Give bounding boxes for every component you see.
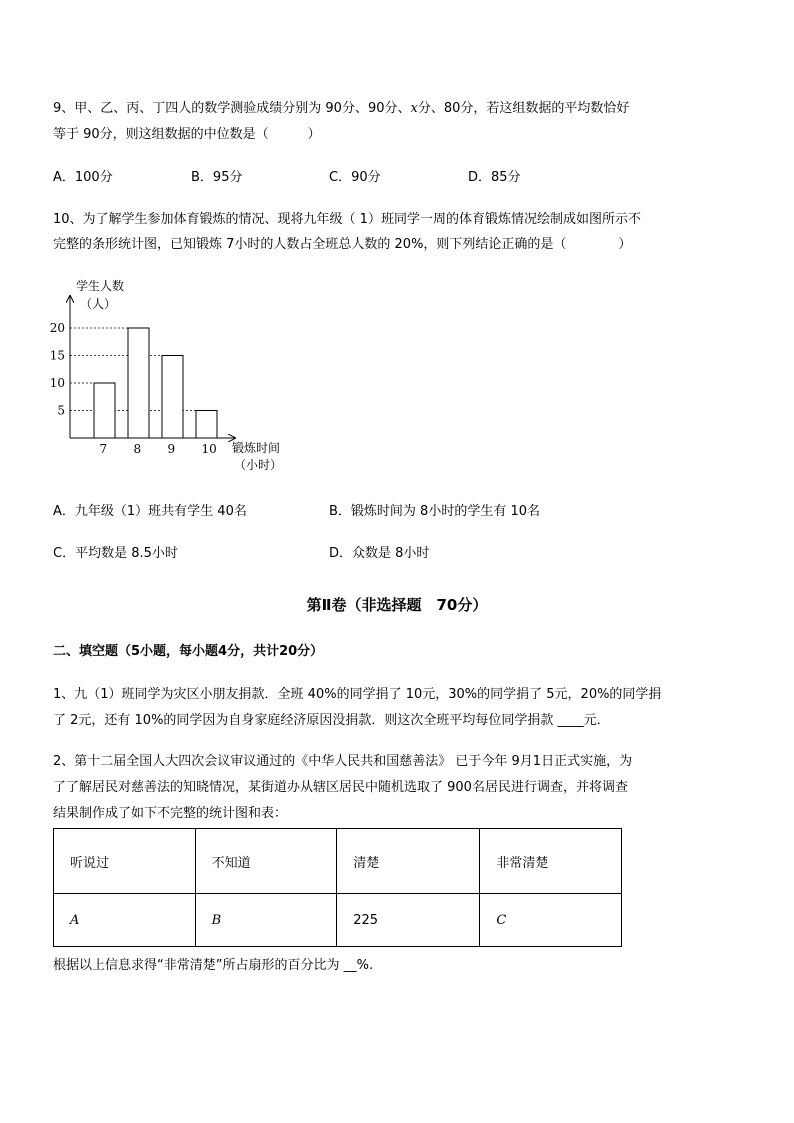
table-cell: A [54,894,196,947]
q9-option-c: C．90分 [329,170,381,185]
q10-option-b: B．锻炼时间为 8小时的学生有 10名 [329,504,540,519]
bar-10 [196,411,217,439]
x-axis-unit: （小时） [234,458,283,472]
table-row [54,894,622,947]
table-cell: C [480,894,622,947]
bar-chart [50,276,300,476]
f2-line1: 2、第十二届全国人大四次会议审议通过的《中华人民共和国慈善法》 已于今年 9月1日正式实施，为 [53,754,633,769]
f1-line2: 了 2元，还有 10%的同学因为自身家庭经济原因没捐款．则这次全班平均每位同学捐款 ____元． [53,713,610,728]
q10-option-c: C．平均数是 8.5小时 [53,546,178,561]
survey-table [53,828,622,947]
q10-line2: 完整的条形统计图，已知锻炼 7小时的人数占全班总人数的 20%，则下列结论正确的是（ ） [53,237,632,252]
x-axis-label: 锻炼时间 [232,441,281,455]
q9-option-a: A．100分 [53,170,113,185]
q10-line1: 10、为了解学生参加体育锻炼的情况、现将九年级（ 1）班同学一周的体育锻炼情况绘制成如图所示不 [53,212,641,227]
variable-x: x [410,101,418,116]
q9-line2: 等于 90分，则这组数据的中位数是（ ） [53,127,321,142]
y-axis-label: 学生人数 [76,279,125,293]
y-axis-unit: （人） [80,297,117,311]
table-header-row [54,829,622,894]
table-cell: 225 [337,894,480,947]
x-tick-label: 7 [99,442,108,456]
y-tick-label: 10 [50,376,65,390]
table-header-cell: 非常清楚 [480,829,622,894]
section-heading: 二、填空题（5小题，每小题4分，共计20分） [53,644,324,659]
x-tick-label: 8 [133,442,142,456]
q10-option-d: D．众数是 8小时 [329,546,430,561]
table-header-cell: 听说过 [54,829,196,894]
q9-option-b: B．95分 [191,170,243,185]
q10-option-a: A．九年级（1）班共有学生 40名 [53,504,247,519]
table-cell: B [195,894,337,947]
f2-line2: 了了解居民对慈善法的知晓情况，某街道办从辖区居民中随机选取了 900名居民进行调查，并将调查 [53,780,628,795]
q9-line1: 9、甲、乙、丙、丁四人的数学测验成绩分别为 90分、90分、x分、80分，若这组数据的平均数恰好 [53,101,630,116]
table-header-cell: 不知道 [195,829,337,894]
table-header-cell: 清楚 [337,829,480,894]
section-title: 第Ⅱ卷（非选择题 70分） [306,596,488,614]
y-tick-label: 15 [50,348,65,363]
x-tick-label: 9 [167,442,176,456]
bar-9 [162,356,183,439]
bar-7 [94,383,115,438]
f1-line1: 1、九（1）班同学为灾区小朋友捐款．全班 40%的同学捐了 10元，30%的同学捐了 5元，20%的同学捐 [53,687,662,702]
f2-conclusion: 根据以上信息求得“非常清楚”所占扇形的百分比为 __%. [53,958,374,973]
q9-option-d: D．85分 [468,170,521,185]
f2-line3: 结果制作成了如下不完整的统计图和表： [53,806,288,821]
x-tick-label: 10 [201,442,217,456]
y-tick-label: 5 [57,403,65,418]
bar-8 [128,328,149,438]
y-tick-label: 20 [50,321,65,335]
